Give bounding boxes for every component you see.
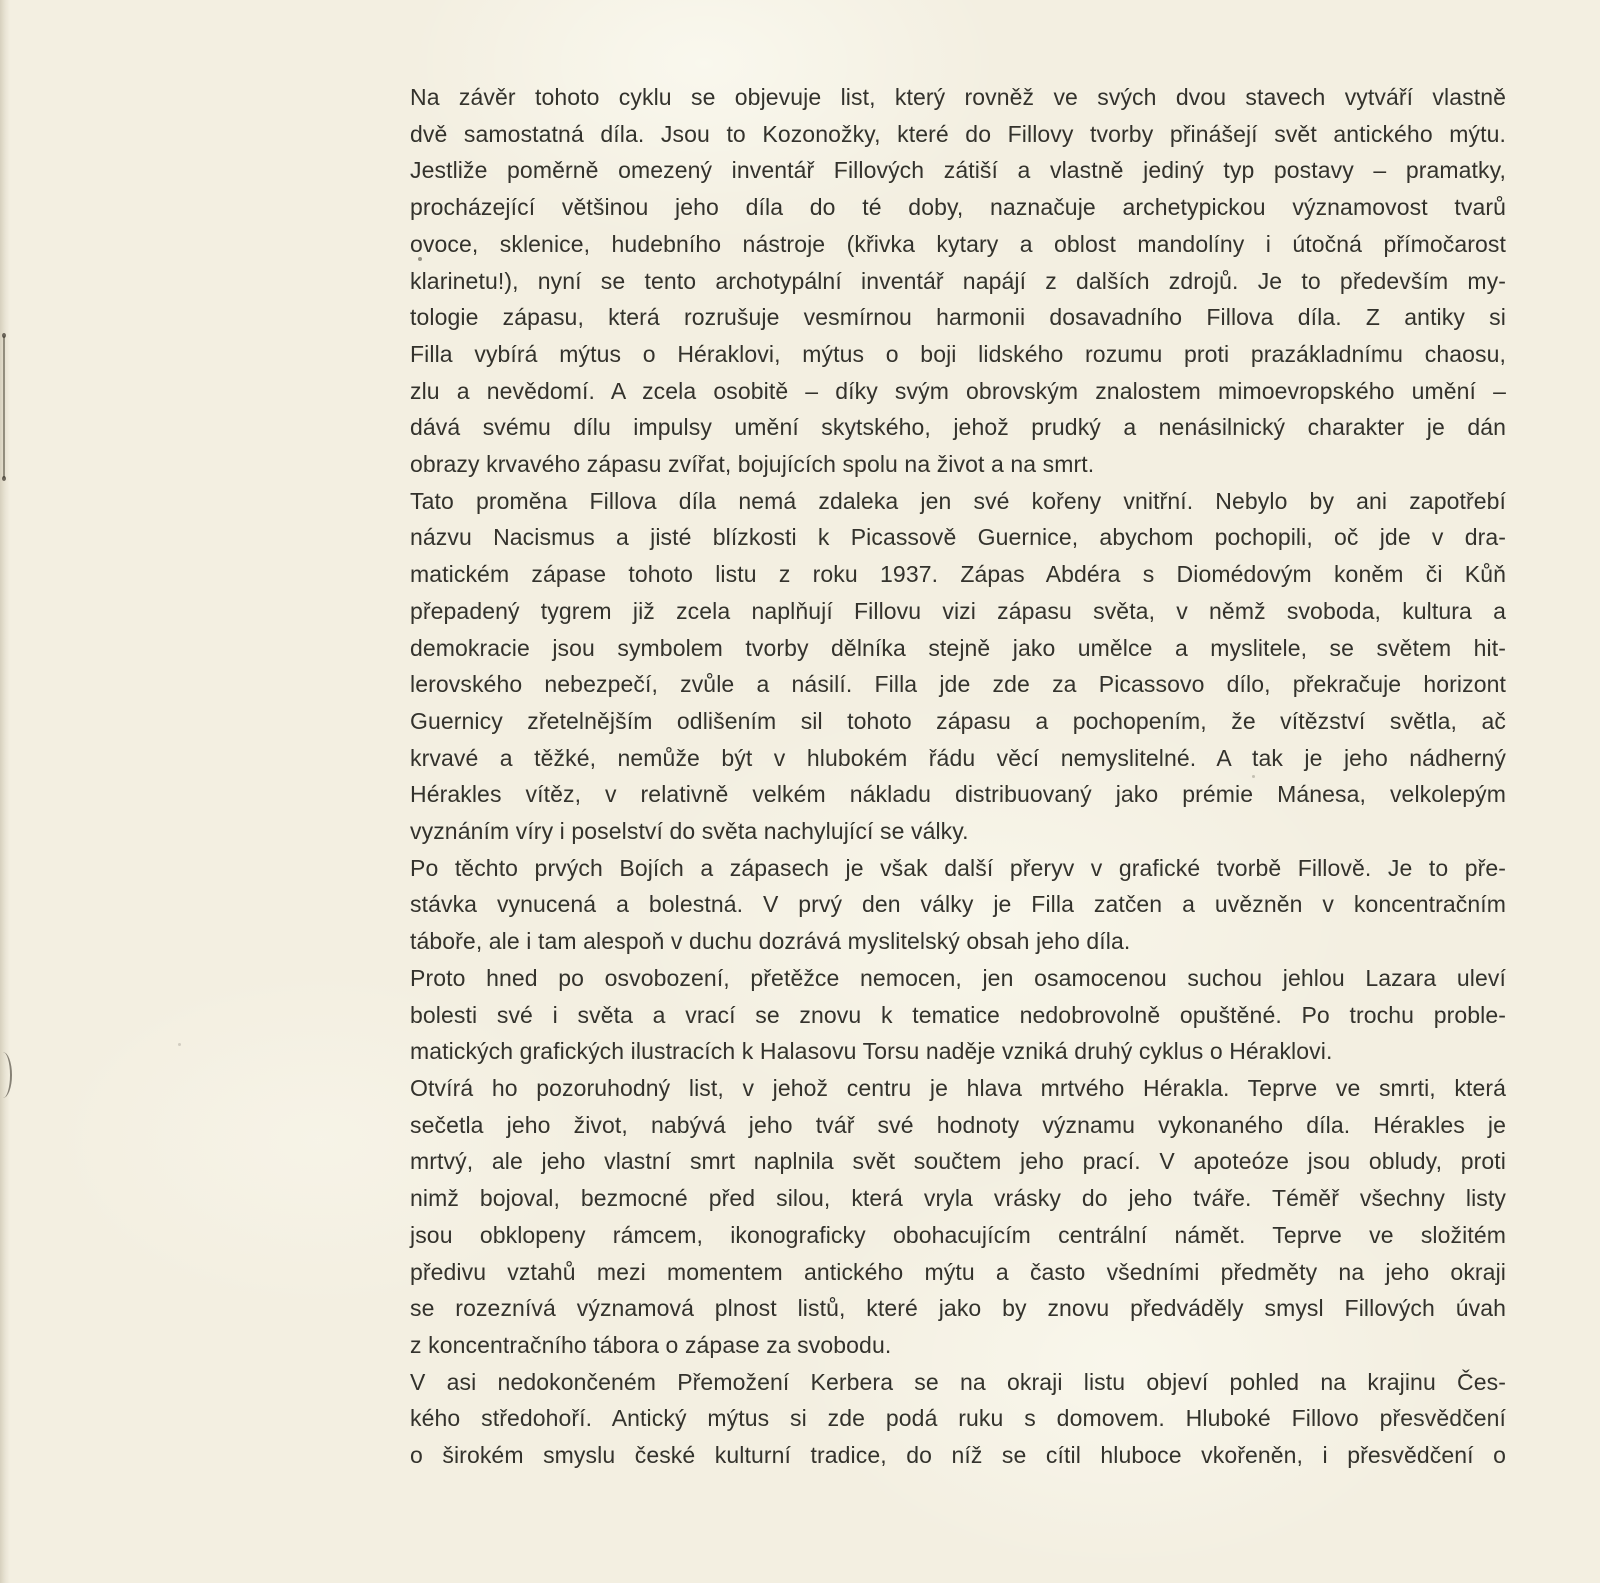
- page-edge-shadow: [0, 0, 10, 1583]
- paragraph-6: [410, 1364, 1506, 1474]
- text-line: Proto hned po osvobození, přetěžce nemocen, jen osamocenou suchou jehlou Lazara uleví: [410, 964, 1506, 991]
- text-line: předivu vztahů mezi momentem antického mýtu a často všedními předměty na jeho okraji: [410, 1258, 1506, 1285]
- text-line: vyznáním víry i poselství do světa nachylující se války.: [410, 818, 969, 845]
- text-line: mrtvý, ale jeho vlastní smrt naplnila svět součtem jeho prací. V apoteóze jsou obludy, proti: [410, 1148, 1506, 1175]
- paragraph-3: [410, 850, 1506, 960]
- text-line: se rozeznívá významová plnost listů, které jako by znovu předváděly smysl Fillových úvah: [410, 1295, 1506, 1322]
- text-line: dvě samostatná díla. Jsou to Kozonožky, které do Fillovy tvorby přinášejí svět antického mýtu.: [410, 120, 1506, 147]
- text-line: zlu a nevědomí. A zcela osobitě – díky svým obrovským znalostem mimoevropského umění –: [410, 377, 1506, 404]
- text-line: z koncentračního tábora o zápase za svobodu.: [410, 1331, 892, 1358]
- text-line: kého středohoří. Antický mýtus si zde podá ruku s domovem. Hluboké Fillovo přesvědčení: [410, 1405, 1506, 1432]
- text-line: lerovského nebezpečí, zvůle a násilí. Filla jde zde za Picassovo dílo, překračuje horizont: [410, 671, 1506, 698]
- text-line: táboře, ale i tam alespoň v duchu dozrává myslitelský obsah jeho díla.: [410, 928, 1131, 955]
- text-line: nimž bojoval, bezmocné před silou, která vryla vrásky do jeho tváře. Téměř všechny listy: [410, 1185, 1506, 1212]
- paragraph-5: [410, 1070, 1506, 1364]
- text-line: Na závěr tohoto cyklu se objevuje list, který rovněž ve svých dvou stavech vytváří vlastně: [410, 84, 1506, 110]
- text-line: názvu Nacismus a jisté blízkosti k Picassově Guernice, abychom pochopili, oč jde v dra-: [410, 524, 1506, 551]
- text-line: matických grafických ilustracích k Halasovu Torsu naděje vzniká druhý cyklus o Héraklovi.: [410, 1038, 1333, 1065]
- paragraph-2: [410, 483, 1506, 850]
- paragraph-1: [410, 79, 1506, 483]
- text-line: Otvírá ho pozoruhodný list, v jehož centru je hlava mrtvého Hérakla. Teprve ve smrti, která: [410, 1074, 1506, 1101]
- scan-artifact-hook: [0, 1052, 12, 1098]
- text-line: jsou obklopeny rámcem, ikonograficky obohacujícím centrální námět. Teprve ve složitém: [410, 1221, 1506, 1248]
- scan-artifact-speck: [178, 1043, 181, 1046]
- text-line: V asi nedokončeném Přemožení Kerbera se na okraji listu objeví pohled na krajinu Čes-: [410, 1368, 1506, 1395]
- text-line: procházející většinou jeho díla do té doby, naznačuje archetypickou významovost tvarů: [410, 194, 1506, 221]
- text-line: klarinetu!), nyní se tento archotypální inventář napájí z dalších zdrojů. Je to především my-: [410, 267, 1506, 294]
- text-line: Tato proměna Fillova díla nemá zdaleka jen své kořeny vnitřní. Nebylo by ani zapotřebí: [410, 487, 1506, 514]
- text-line: Jestliže poměrně omezený inventář Fillových zátiší a vlastně jediný typ postavy – pramatky,: [410, 157, 1506, 184]
- text-line: Hérakles vítěz, v relativně velkém nákladu distribuovaný jako prémie Mánesa, velkolepým: [410, 781, 1506, 808]
- text-line: Guernicy zřetelnějším odlišením sil tohoto zápasu a pochopením, že vítězství světla, ač: [410, 707, 1506, 734]
- text-line: Filla vybírá mýtus o Héraklovi, mýtus o boji lidského rozumu proti prazákladnímu chaosu,: [410, 340, 1506, 367]
- text-line: ovoce, sklenice, hudebního nástroje (křivka kytary a oblost mandolíny i útočná přímočarost: [410, 230, 1506, 257]
- text-line: Po těchto prvých Bojích a zápasech je však další přeryv v grafické tvorbě Fillově. Je to pře-: [410, 854, 1506, 881]
- body-text: [410, 79, 1506, 1474]
- text-line: dává svému dílu impulsy umění skytského, jehož prudký a nenásilnický charakter je dán: [410, 414, 1506, 441]
- text-line: sečetla jeho život, nabývá jeho tvář své hodnoty významu vykonaného díla. Hérakles je: [410, 1111, 1506, 1138]
- text-line: přepadený tygrem již zcela naplňují Fillovu vizi zápasu světa, v němž svoboda, kultura a: [410, 597, 1506, 624]
- text-line: matickém zápase tohoto listu z roku 1937. Zápas Abdéra s Diomédovým koněm či Kůň: [410, 561, 1506, 588]
- scan-artifact-line: [3, 336, 5, 478]
- text-line: krvavé a těžké, nemůže být v hlubokém řádu věcí nemyslitelné. A tak je jeho nádherný: [410, 744, 1506, 771]
- text-line: obrazy krvavého zápasu zvířat, bojujících spolu na život a na smrt.: [410, 451, 1095, 478]
- text-line: tologie zápasu, která rozrušuje vesmírnou harmonii dosavadního Fillova díla. Z antiky si: [410, 304, 1506, 331]
- text-line: demokracie jsou symbolem tvorby dělníka stejně jako umělce a myslitele, se světem hit-: [410, 634, 1506, 661]
- paragraph-4: [410, 960, 1506, 1070]
- text-line: bolesti své i světa a vrací se znovu k tematice nedobrovolně opuštěné. Po trochu proble-: [410, 1001, 1506, 1028]
- text-line: stávka vynucená a bolestná. V prvý den války je Filla zatčen a uvězněn v koncentračním: [410, 891, 1506, 918]
- text-line: o širokém smyslu české kulturní tradice, do níž se cítil hluboce vkořeněn, i přesvědčení o: [410, 1442, 1506, 1469]
